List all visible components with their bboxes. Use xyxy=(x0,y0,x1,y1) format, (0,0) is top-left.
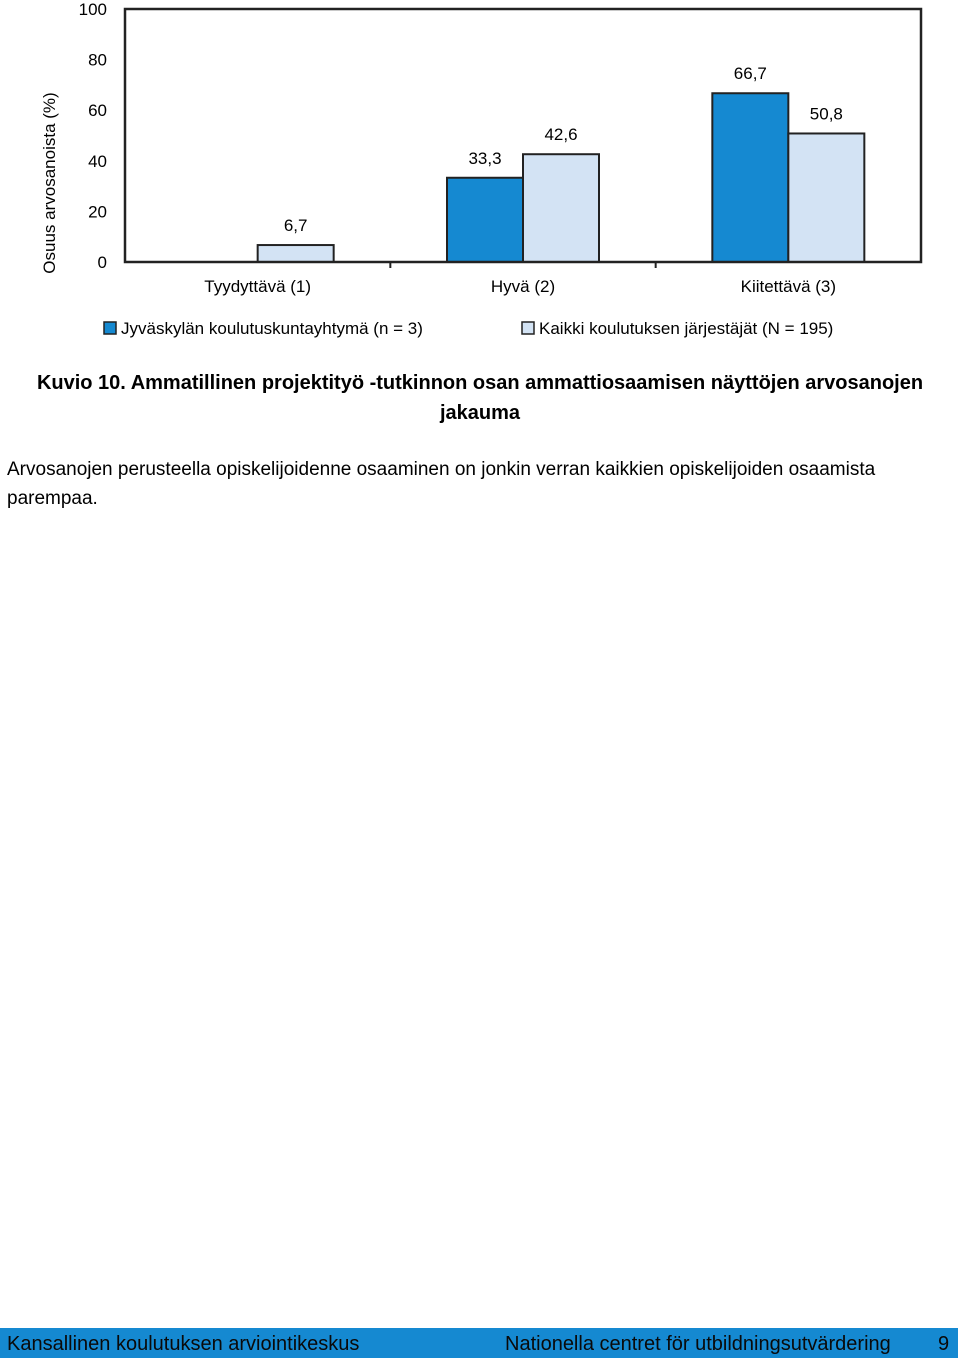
bar-data-label: 50,8 xyxy=(809,104,843,124)
legend-swatch xyxy=(104,322,116,334)
bar-data-label: 6,7 xyxy=(283,216,308,236)
bar xyxy=(712,93,788,262)
y-axis-label: Osuus arvosanoista (%) xyxy=(40,92,59,274)
bar xyxy=(258,245,334,262)
y-tick-label: 80 xyxy=(88,50,107,70)
x-tick-label: Tyydyttävä (1) xyxy=(204,277,312,296)
x-tick-label: Hyvä (2) xyxy=(490,277,556,296)
figure-caption xyxy=(0,368,960,428)
y-tick-label: 100 xyxy=(78,0,107,19)
footer-right-text: Nationella centret för utbildningsutvärdering xyxy=(505,1333,891,1355)
x-tick-label: Kiitettävä (3) xyxy=(740,277,837,296)
bar-data-label: 66,7 xyxy=(733,64,767,84)
y-tick-label: 40 xyxy=(88,151,107,171)
footer-left-text: Kansallinen koulutuksen arviointikeskus xyxy=(7,1333,360,1355)
y-tick-label: 60 xyxy=(88,101,107,121)
legend-swatch xyxy=(522,322,534,334)
page-number: 9 xyxy=(938,1333,950,1355)
y-tick-label: 20 xyxy=(88,202,107,222)
caption-text: Ammatillinen projektityö -tutkinnon osan ammattiosaamisen näyttöjen arvosanojen jakauma xyxy=(130,372,924,424)
bar-data-label: 42,6 xyxy=(544,125,578,145)
bar xyxy=(523,154,599,262)
page-footer xyxy=(0,1328,958,1358)
bar xyxy=(788,133,864,262)
body-paragraph: Arvosanojen perusteella opiskelijoidenne osaaminen on jonkin verran kaikkien opiskelijoiden osaamista parempaa. xyxy=(7,459,876,509)
y-tick-label: 0 xyxy=(97,253,107,272)
legend-label: Jyväskylän koulutuskuntayhtymä (n = 3) xyxy=(121,319,423,338)
bar xyxy=(447,178,523,262)
legend-label: Kaikki koulutuksen järjestäjät (N = 195) xyxy=(539,319,834,338)
bar-data-label: 33,3 xyxy=(468,148,502,168)
caption-prefix: Kuvio 10. xyxy=(36,372,126,394)
bar-chart xyxy=(0,0,960,350)
